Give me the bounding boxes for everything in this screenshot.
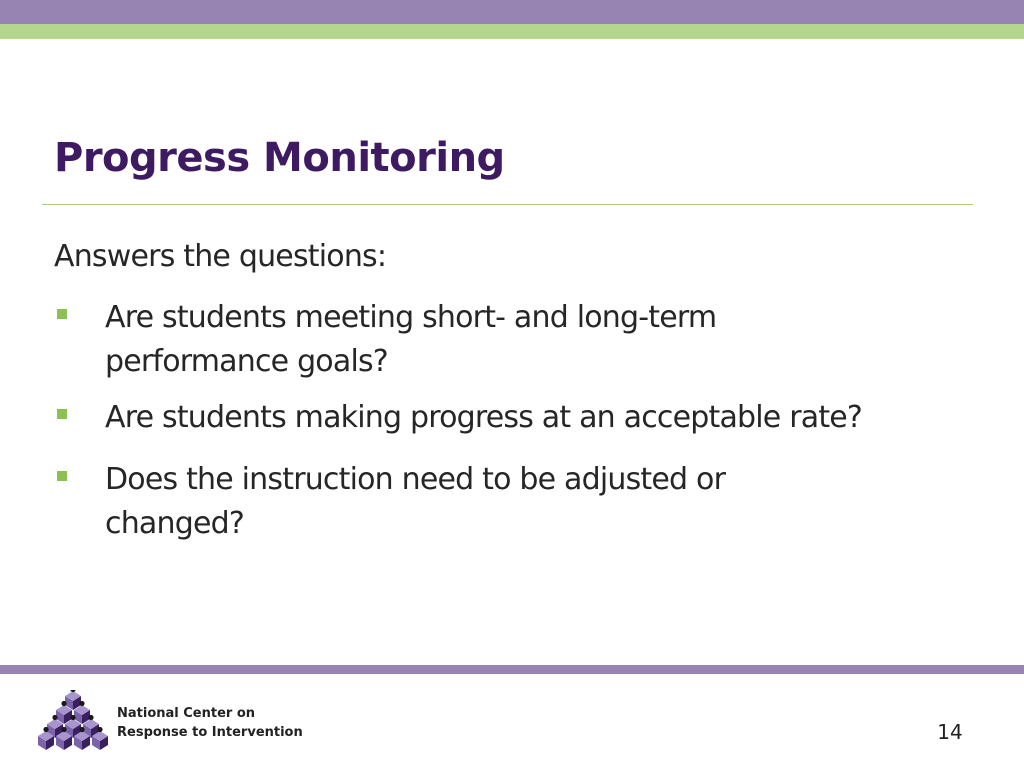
bullet-item-3 bbox=[105, 458, 995, 546]
bullet-item-1 bbox=[105, 296, 995, 384]
organization-name-line-2: Response to Intervention bbox=[117, 725, 303, 740]
slide-title: Progress Monitoring bbox=[54, 135, 505, 181]
bullet-square-icon bbox=[57, 409, 67, 419]
bullet-item-3-line-1: Does the instruction need to be adjusted or bbox=[105, 462, 726, 497]
organization-name-line-1: National Center on bbox=[117, 706, 256, 721]
bullet-item-2 bbox=[105, 396, 995, 440]
organization-name bbox=[117, 704, 303, 742]
bullet-item-2-line-1: Are students making progress at an acceptable rate? bbox=[105, 400, 863, 435]
top-green-band bbox=[0, 24, 1024, 39]
title-divider bbox=[42, 204, 973, 205]
intro-text: Answers the questions: bbox=[54, 239, 387, 274]
stacked-cubes-logo-icon bbox=[38, 690, 108, 752]
bullet-item-1-line-2: performance goals? bbox=[105, 344, 388, 379]
bullet-square-icon bbox=[57, 471, 67, 481]
top-purple-band bbox=[0, 0, 1024, 24]
bullet-square-icon bbox=[57, 309, 67, 319]
bullet-item-1-line-1: Are students meeting short- and long-term bbox=[105, 300, 717, 335]
bottom-purple-band bbox=[0, 665, 1024, 674]
page-number: 14 bbox=[937, 720, 963, 744]
bullet-item-3-line-2: changed? bbox=[105, 506, 244, 541]
